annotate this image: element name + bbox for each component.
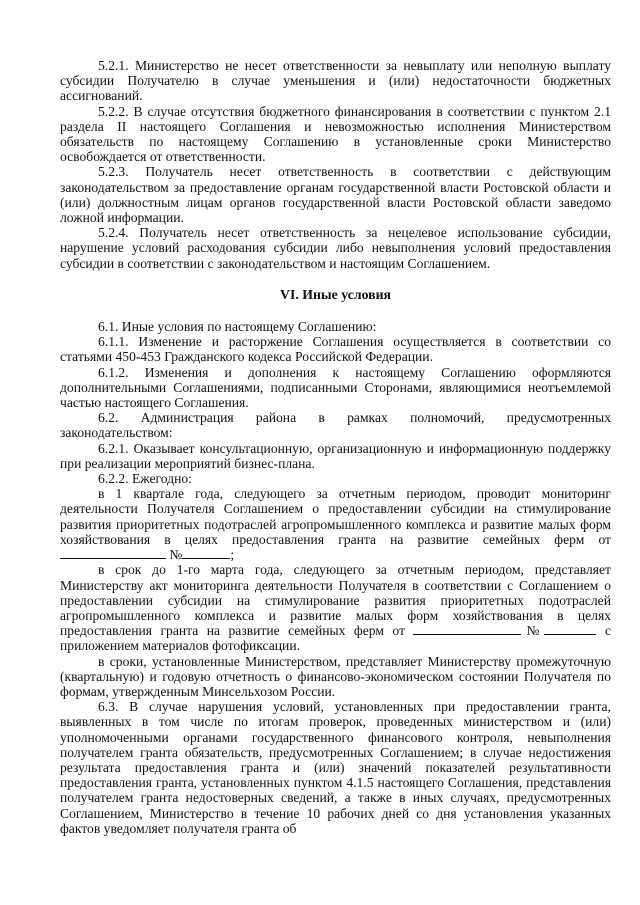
- number-blank[interactable]: [544, 623, 596, 635]
- march-text: в срок до 1-го марта года, следующего за отчетным периодом, представляет Министерству акт мониторинга деятельности Получателя в соответствии с Соглашением о предоставлении субсидии на стимулирование развития приоритетных подотраслей агропромышленного комплекса и развитие малых форм хозяйствования в целях предоставления гранта на развитие семейных ферм от: [60, 562, 611, 639]
- clause-5-2-1: 5.2.1. Министерство не несет ответственности за невыплату или неполную выплату субсидии Получателю в случае уменьшения и (или) недостаточности бюджетных ассигнований.: [60, 58, 611, 104]
- clause-6-3: 6.3. В случае нарушения условий, установленных при предоставлении гранта, выявленных в том числе по итогам проверок, проведенных министерством и (или) уполномоченными органами государственного финансового контроля, невыполнения получателем гранта обязательств, предусмотренных Соглашением; в случае недостижения результата предоставления гранта и (или) значений показателей результативности предоставления гранта, установленных пунктом 4.1.5 настоящего Соглашения, представления получателем гранта недостоверных сведений, а также в иных случаях, предусмотренных Соглашением, Министерство в течение 10 рабочих дней со дня установления указанных фактов уведомляет получателя гранта об: [60, 699, 611, 836]
- clause-6-2-1: 6.2.1. Оказывает консультационную, организационную и информационную поддержку при реализации мероприятий бизнес-плана.: [60, 440, 611, 471]
- clause-6-1-1: 6.1.1. Изменение и расторжение Соглашения осуществляется в соответствии со статьями 450-453 Гражданского кодекса Российской Федерации.: [60, 334, 611, 365]
- date-blank[interactable]: [60, 547, 166, 559]
- section-6-title: VI. Иные условия: [279, 286, 391, 302]
- clause-6-2: 6.2. Администрация района в рамках полномочий, предусмотренных законодательством:: [60, 410, 611, 441]
- clause-5-2-2: 5.2.2. В случае отсутствия бюджетного финансирования в соответствии с пунктом 2.1 раздела II настоящего Соглашения и невозможностью исполнения Министерством обязательств по настоящему Соглашению в установленные сроки Министерство освобождается от ответственности.: [60, 103, 611, 165]
- march-deadline-paragraph: [60, 562, 611, 653]
- date-blank[interactable]: [413, 623, 521, 635]
- monitoring-text: в 1 квартале года, следующего за отчетным периодом, проводит мониторинг деятельности Получателя Соглашением о предоставлении субсидии на стимулирование развития приоритетных подотраслей агропромышленного комплекса и развитие малых форм хозяйствования в целях предоставления гранта на развитие семейных ферм от: [60, 486, 611, 547]
- monitoring-end: ;: [230, 547, 235, 563]
- number-sign: №: [169, 547, 183, 563]
- clause-5-2-4: 5.2.4. Получатель несет ответственность за нецелевое использование субсидии, нарушение условий расходования субсидии либо невыполнения условий предоставления субсидии в соответствии с законодательством и настоящим Соглашением.: [60, 225, 611, 271]
- clause-6-2-2: 6.2.2. Ежегодно:: [98, 471, 192, 487]
- number-sign: №: [521, 623, 545, 639]
- march-end: с приложением материалов фотофиксации.: [60, 623, 611, 654]
- clause-6-1: 6.1. Иные условия по настоящему Соглашению:: [98, 319, 377, 335]
- clause-5-2-3: 5.2.3. Получатель несет ответственность в соответствии с действующим законодательством за предоставление органам государственной власти Ростовской области и (или) должностным лицам органов государственной власти Ростовской области заведомо ложной информации.: [60, 164, 611, 226]
- number-blank[interactable]: [182, 547, 230, 559]
- clause-6-1-2: 6.1.2. Изменения и дополнения к настоящему Соглашению оформляются дополнительными Соглашениями, подписанными Сторонами, являющимися неотъемлемой частью настоящего Соглашения.: [60, 364, 611, 411]
- reporting-paragraph: в сроки, установленные Министерством, представляет Министерству промежуточную (квартальную) и годовую отчетность о финансово-экономическом состоянии Получателя по формам, утвержденным Минсельхозом России.: [60, 653, 611, 699]
- document-page: [60, 58, 611, 836]
- monitoring-paragraph: [60, 486, 611, 562]
